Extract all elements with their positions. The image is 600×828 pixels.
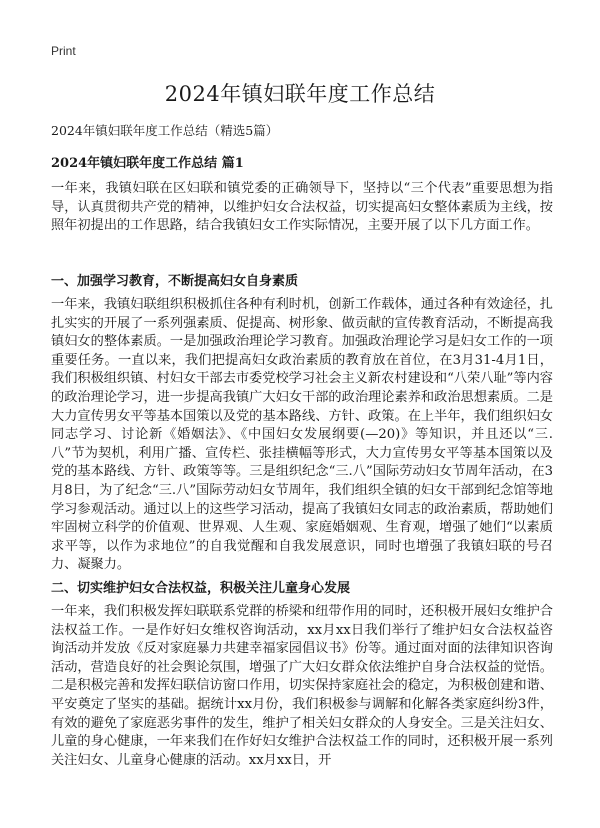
section2-paragraph: 一年来，我们积极发挥妇联联系党群的桥梁和纽带作用的同时，还积极开展妇女维护合法权益工作。一是作好妇女维权咨询活动，xx月xx日我们举行了维护妇女合法权益咨询活动并发放《反对家庭暴力共建幸福家园倡议书》份等。通过面对面的法律知识咨询活动，营造良好的社会舆论氛围，增强了广大妇女群众依法维护自身合法权益的觉悟。二是积极完善和发挥妇联信访窗口作用，切实保持家庭社会的稳定，为积极创建和谐、平安奠定了坚实的基础。据统计xx月份，我们积极参与调解和化解各类家庭纠纷3件，有效的避免了家庭恶劣事件的发生，维护了相关妇女群众的人身安全。三是关注妇女、儿童的身心健康，一年来我们在作好妇女维护合法权益工作的同时，还积极开展一系列关注妇女、儿童身心健康的活动。xx月xx日，开 — [51, 604, 553, 768]
document-title: 2024年镇妇联年度工作总结 — [164, 82, 436, 106]
article-heading: 2024年镇妇联年度工作总结 篇1 — [51, 156, 244, 171]
section2-heading: 二、切实维护妇女合法权益，积极关注儿童身心发展 — [51, 581, 351, 596]
section1-heading: 一、加强学习教育，不断提高妇女自身素质 — [51, 274, 299, 289]
print-link[interactable]: Print — [51, 44, 76, 58]
document-subtitle: 2024年镇妇联年度工作总结（精选5篇） — [51, 123, 279, 138]
intro-paragraph: 一年来，我镇妇联在区妇联和镇党委的正确领导下，坚持以“三个代表”重要思想为指导，认真贯彻共产党的精神，以维护妇女合法权益，切实提高妇女整体素质为主线，按照年初提出的工作思路，结合我镇妇女工作实际情况，主要开展了以下几方面工作。 — [51, 181, 553, 234]
section1-paragraph: 一年来，我镇妇联组织积极抓住各种有利时机，创新工作载体，通过各种有效途径，扎扎实实的开展了一系列强素质、促提高、树形象、做贡献的宣传教育活动，不断提高我镇妇女的整体素质。一是加强政治理论学习教育。加强政治理论学习是妇女工作的一项重要任务。一直以来，我们把提高妇女政治素质的教育放在首位，在3月31-4月1日，我们积极组织镇、村妇女干部去市委党校学习社会主义新农村建设和“八荣八耻”等内容的政治理论学习，进一步提高我镇广大妇女干部的政治理论素养和政治思想素质。二是大力宣传男女平等基本国策以及党的基本路线、方针、政策。在上半年，我们组织妇女同志学习、讨论新《婚姻法》、《中国妇女发展纲要(—20)》等知识，并且还以“三.八”节为契机，利用广播、宣传栏、张挂横幅等形式，大力宣传男女平等基本国策以及党的基本路线、方针、政策等等。三是组织纪念“三.八”国际劳动妇女节周年活动，在3月8日，为了纪念“三.八”国际劳动妇女节周年，我们组织全镇的妇女干部到纪念馆等地学习参观活动。通过以上的这些学习活动，提高了我镇妇女同志的政治素质，帮助她们牢固树立科学的价值观、世界观、人生观、家庭婚姻观、生育观，增强了她们“以素质求平等，以作为求地位”的自我觉醒和自我发展意识，同时也增强了我镇妇联的号召力、凝聚力。 — [51, 297, 553, 573]
